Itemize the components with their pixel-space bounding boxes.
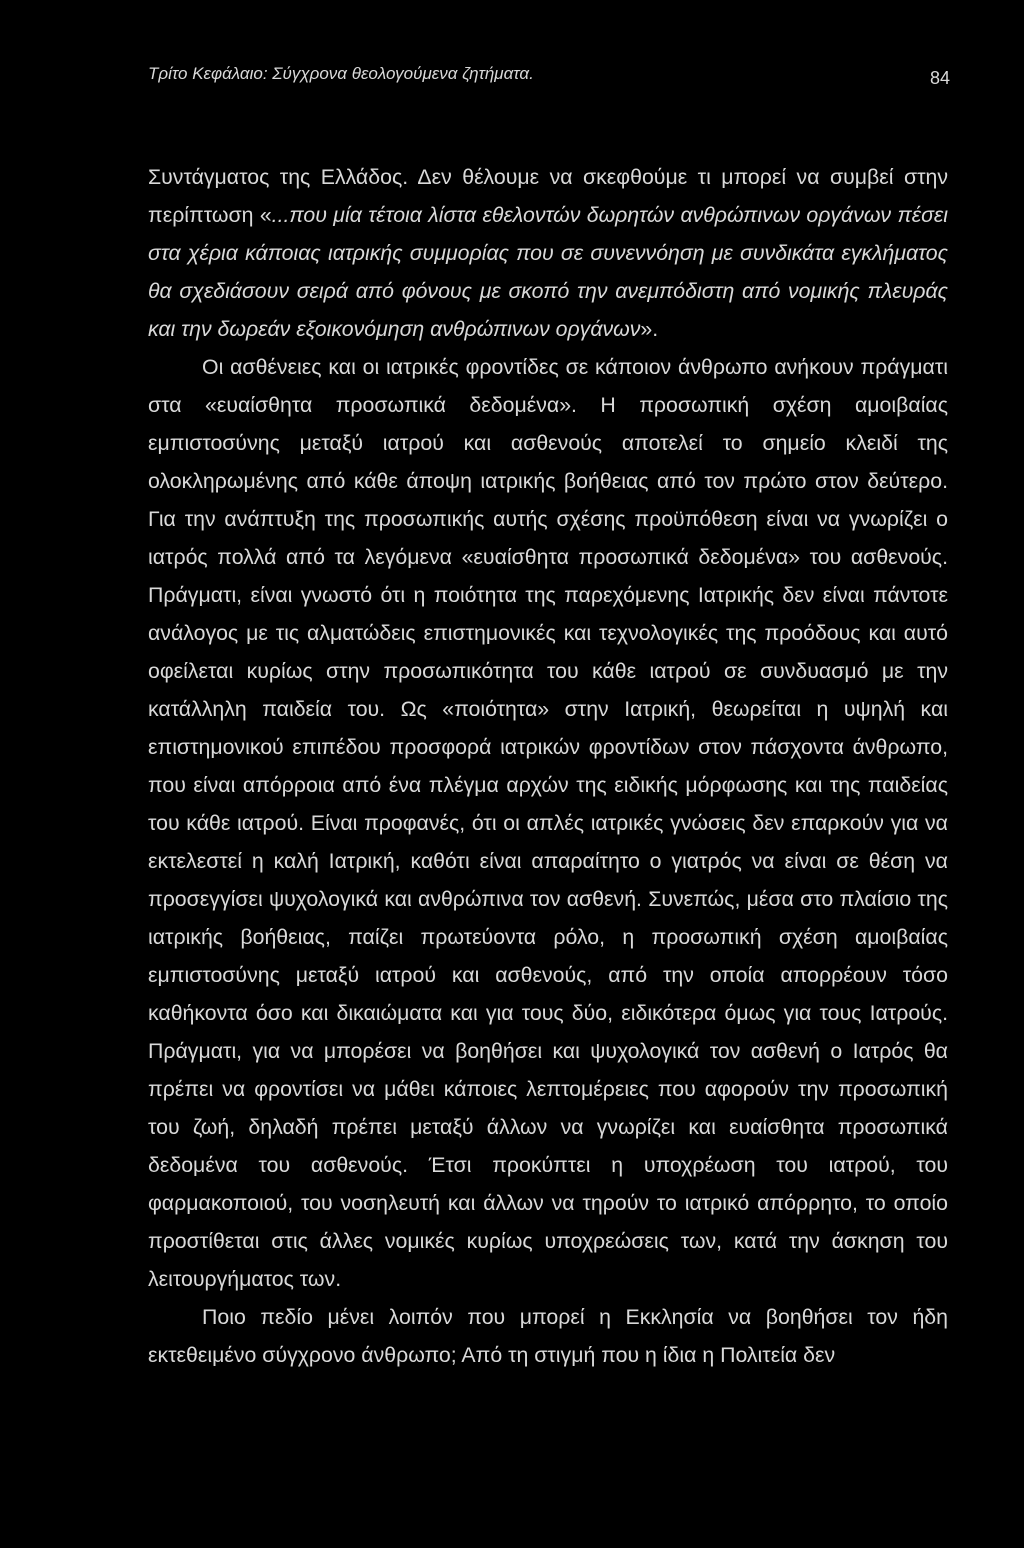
body-text — [148, 158, 948, 1374]
paragraph-continuation — [148, 158, 948, 348]
paragraph-lead: Συντάγματος της Ελλάδος. Δεν θέλουμε να σκεφθούμε τι μπορεί να συμβεί στην περίπτωση « — [148, 165, 948, 227]
chapter-title: Τρίτο Κεφάλαιο: Σύγχρονα θεολογούμενα ζητήματα. — [148, 64, 534, 83]
page-header — [148, 60, 950, 92]
italic-quote: ...που μία τέτοια λίστα εθελοντών δωρητών ανθρώπινων οργάνων πέσει στα χέρια κάποιας ιατρικής συμμορίας που σε συνεννόηση με συνδικάτα εγκλήματος θα σχεδιάσουν σειρά από φόνους με σκοπό την ανεμπόδιστη από νομικής πλευράς και την δωρεάν εξοικονόμηση ανθρώπινων οργάνων — [148, 203, 949, 341]
page-number: 84 — [929, 68, 950, 88]
paragraph-main: Οι ασθένειες και οι ιατρικές φροντίδες σε κάποιον άνθρωπο ανήκουν πράγματι στα «ευαίσθητα προσωπικά δεδομένα». Η προσωπική σχέση αμοιβαίας εμπιστοσύνης μεταξύ ιατρού και ασθενούς αποτελεί το σημείο κλειδί της ολοκληρωμένης από κάθε άποψη ιατρικής βοήθειας από τον πρώτο στον δεύτερο. Για την ανάπτυξη της προσωπικής αυτής σχέσης προϋπόθεση είναι να γνωρίζει ο ιατρός πολλά από τα λεγόμενα «ευαίσθητα προσωπικά δεδομένα» του ασθενούς. Πράγματι, είναι γνωστό ότι η ποιότητα της παρεχόμενης Ιατρικής δεν είναι πάντοτε ανάλογος με τις αλματώδεις επιστημονικές και τεχνολογικές της προόδους και αυτό οφείλεται κυρίως στην προσωπικότητα του κάθε ιατρού σε συνδυασμό με την κατάλληλη παιδεία του. Ως «ποιότητα» στην Ιατρική, θεωρείται η υψηλή και επιστημονικού επιπέδου προσφορά ιατρικών φροντίδων στον πάσχοντα άνθρωπο, που είναι απόρροια από ένα πλέγμα αρχών της ειδικής μόρφωσης και της παιδείας του κάθε ιατρού. Είναι προφανές, ότι οι απλές ιατρικές γνώσεις δεν επαρκούν για να εκτελεστεί η καλή Ιατρική, καθότι είναι απαραίτητο ο γιατρός να είναι σε θέση να προσεγγίσει ψυχολογικά και ανθρώπινα τον ασθενή. Συνεπώς, μέσα στο πλαίσιο της ιατρικής βοήθειας, παίζει πρωτεύοντα ρόλο, η προσωπική σχέση αμοιβαίας εμπιστοσύνης μεταξύ ιατρού και ασθενούς, από την οποία απορρέουν τόσο καθήκοντα όσο και δικαιώματα και για τους δύο, ειδικότερα όμως για τους Ιατρούς. Πράγματι, για να μπορέσει να βοηθήσει και ψυχολογικά τον ασθενή ο Ιατρός θα πρέπει να φροντίσει να μάθει κάποιες λεπτομέρειες που αφορούν την προσωπική του ζωή, δηλαδή πρέπει μεταξύ άλλων να γνωρίζει και ευαίσθητα προσωπικά δεδομένα του ασθενούς. Έτσι προκύπτει η υποχρέωση του ιατρού, του φαρμακοποιού, του νοσηλευτή και άλλων να τηρούν το ιατρικό απόρρητο, το οποίο προστίθεται στις άλλες νομικές κυρίως υποχρεώσεις των, κατά την άσκηση του λειτουργήματος των. — [148, 355, 948, 1291]
quote-end: ». — [640, 317, 659, 341]
paragraph-final: Ποιο πεδίο μένει λοιπόν που μπορεί η Εκκλησία να βοηθήσει τον ήδη εκτεθειμένο σύγχρονο άνθρωπο; Από τη στιγμή που η ίδια η Πολιτεία δεν — [148, 1305, 948, 1367]
